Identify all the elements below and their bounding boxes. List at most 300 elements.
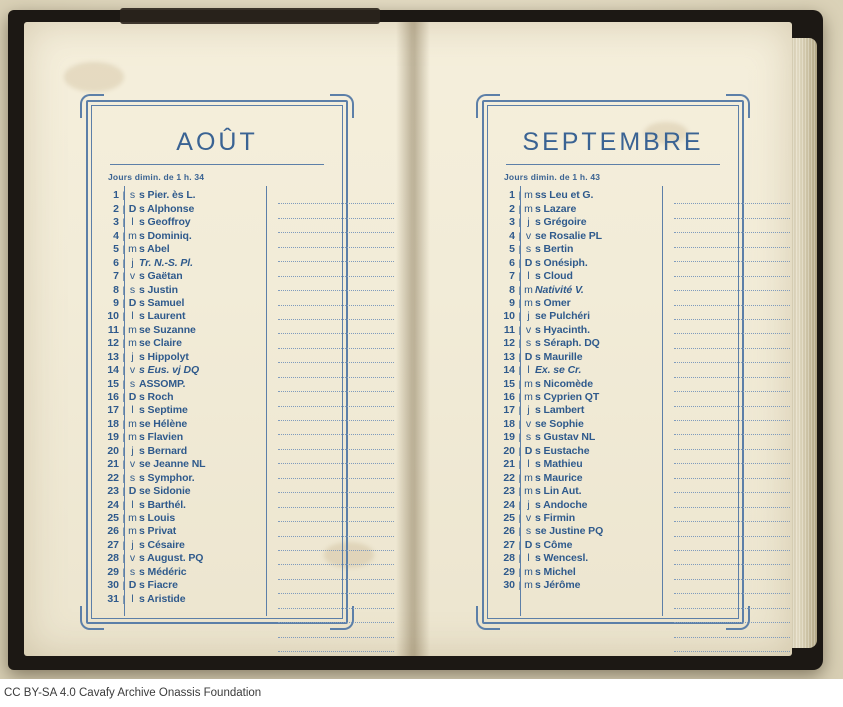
note-line[interactable]	[674, 609, 790, 623]
note-line[interactable]	[278, 551, 394, 565]
day-separator: |	[518, 472, 521, 483]
saint-name: s Lin Aut.	[535, 485, 582, 498]
weekday-letter: j	[131, 256, 134, 269]
saint-name: s Bernard	[139, 444, 188, 457]
weekday-letter: m	[128, 431, 137, 444]
note-line[interactable]	[674, 262, 790, 276]
image-caption: CC BY-SA 4.0 Cavafy Archive Onassis Foundation	[0, 679, 843, 707]
day-separator: |	[122, 244, 125, 255]
day-separator: |	[122, 297, 125, 308]
saint-name: s Aristide	[139, 592, 186, 605]
saint-name: s Septime	[139, 404, 188, 417]
day-number: 26	[503, 525, 515, 538]
month-title: AOÛT	[176, 128, 258, 156]
saint-name: ASSOMP.	[139, 377, 186, 390]
weekday-letter: D	[128, 202, 137, 215]
day-separator: |	[518, 512, 521, 523]
left-page-frame	[86, 100, 348, 624]
weekday-letter: D	[524, 538, 533, 551]
day-number: 4	[509, 229, 515, 242]
month-title: SEPTEMBRE	[522, 128, 704, 156]
day-number: 25	[107, 511, 119, 524]
day-number: 21	[107, 458, 119, 471]
saint-name: s Geoffroy	[139, 216, 191, 229]
calendar-spread	[24, 22, 792, 656]
day-number: 20	[107, 444, 119, 457]
day-number: 3	[509, 216, 515, 229]
saint-name: Tr. N.-S. Pl.	[139, 256, 193, 269]
day-number: 8	[113, 283, 119, 296]
weekday-letter: l	[527, 270, 530, 283]
saint-name: s Eus. vj DQ	[139, 364, 200, 377]
note-line[interactable]	[674, 580, 790, 594]
weekday-letter: D	[524, 444, 533, 457]
day-separator: |	[122, 553, 125, 564]
day-separator: |	[122, 378, 125, 389]
note-line[interactable]	[278, 363, 394, 377]
saint-name: s Privat	[139, 525, 177, 538]
weekday-letter: m	[524, 471, 533, 484]
day-number: 8	[509, 283, 515, 296]
weekday-letter: j	[527, 498, 530, 511]
saint-name: s Onésiph.	[535, 256, 588, 269]
daylight-note: Jours dimin. de 1 h. 43	[504, 172, 601, 182]
day-separator: |	[518, 432, 521, 443]
day-separator: |	[122, 526, 125, 537]
saint-name: se Sophie	[535, 417, 584, 430]
note-line[interactable]	[278, 306, 394, 320]
note-line[interactable]	[278, 508, 394, 522]
day-number: 25	[503, 511, 515, 524]
saint-name: s Wencesl.	[535, 552, 589, 565]
weekday-letter: m	[128, 417, 137, 430]
day-separator: |	[122, 392, 125, 402]
weekday-letter: s	[525, 431, 532, 444]
day-number: 29	[503, 565, 515, 578]
day-number: 23	[107, 485, 119, 498]
note-line[interactable]	[674, 320, 790, 334]
weekday-letter: v	[525, 323, 532, 336]
note-line[interactable]	[674, 508, 790, 522]
saint-name: ss Leu et G.	[535, 189, 594, 202]
weekday-letter: s	[129, 377, 136, 390]
note-line[interactable]	[278, 334, 394, 348]
weekday-letter: l	[131, 592, 134, 605]
saint-name: s Séraph. DQ	[535, 337, 600, 350]
day-separator: |	[122, 539, 125, 550]
weekday-letter: j	[527, 310, 530, 323]
note-line[interactable]	[674, 219, 790, 233]
day-number: 7	[113, 270, 119, 283]
day-number: 29	[107, 565, 119, 578]
saint-name: se Claire	[139, 337, 182, 350]
note-line[interactable]	[674, 378, 790, 392]
day-separator: |	[518, 311, 521, 322]
day-number: 20	[503, 444, 515, 457]
saint-name: s Alphonse	[139, 202, 195, 215]
weekday-letter: l	[527, 552, 530, 565]
day-number: 18	[107, 417, 119, 430]
day-number: 24	[107, 498, 119, 511]
day-separator: |	[122, 257, 125, 268]
day-number: 6	[509, 256, 515, 269]
note-line[interactable]	[278, 638, 394, 652]
saint-name: s Maurille	[535, 350, 583, 363]
note-line[interactable]	[278, 464, 394, 478]
day-number: 4	[113, 229, 119, 242]
saint-name: s Firmin	[535, 511, 576, 524]
corner-ornament-icon	[726, 94, 750, 118]
title-rule	[506, 164, 720, 165]
day-separator: |	[518, 230, 521, 241]
note-lines	[278, 190, 394, 652]
day-separator: |	[518, 203, 521, 214]
day-number: 11	[107, 323, 119, 336]
day-separator: |	[518, 284, 521, 295]
saint-name: s Gustav NL	[535, 431, 596, 444]
day-number: 27	[503, 538, 515, 551]
day-number: 21	[503, 458, 515, 471]
saint-name: s Symphor.	[139, 471, 195, 484]
day-separator: |	[518, 190, 521, 201]
note-line[interactable]	[674, 421, 790, 435]
day-separator: |	[518, 526, 521, 537]
weekday-letter: v	[525, 417, 532, 430]
note-line[interactable]	[278, 493, 394, 507]
weekday-letter: v	[129, 458, 136, 471]
day-separator: |	[122, 365, 125, 376]
day-separator: |	[122, 486, 125, 497]
day-separator: |	[518, 486, 521, 497]
day-separator: |	[122, 418, 125, 429]
saint-name: s Abel	[139, 243, 170, 256]
saint-name: s Andoche	[535, 498, 588, 511]
weekday-letter: s	[525, 525, 532, 538]
note-line[interactable]	[674, 537, 790, 551]
note-line[interactable]	[278, 565, 394, 579]
day-number: 14	[503, 364, 515, 377]
weekday-letter: j	[131, 538, 134, 551]
saint-name: se Jeanne NL	[139, 458, 206, 471]
note-line[interactable]	[674, 638, 790, 652]
corner-ornament-icon	[80, 606, 104, 630]
note-line[interactable]	[674, 565, 790, 579]
weekday-letter: m	[524, 377, 533, 390]
note-line[interactable]	[278, 609, 394, 623]
note-line[interactable]	[674, 464, 790, 478]
note-line[interactable]	[278, 435, 394, 449]
day-number: 16	[503, 391, 515, 403]
day-separator: |	[122, 432, 125, 443]
weekday-letter: l	[131, 310, 134, 323]
day-number: 22	[107, 471, 119, 484]
day-number: 28	[107, 552, 119, 565]
weekday-letter: s	[525, 337, 532, 350]
note-line[interactable]	[278, 233, 394, 247]
weekday-letter: s	[129, 283, 136, 296]
right-page	[420, 22, 792, 656]
saint-name: s Fiacre	[139, 579, 178, 592]
note-line[interactable]	[674, 277, 790, 291]
day-number: 1	[509, 189, 515, 202]
note-line[interactable]	[674, 291, 790, 305]
note-line[interactable]	[278, 594, 394, 608]
saint-name: s Côme	[535, 538, 573, 551]
corner-ornament-icon	[476, 606, 500, 630]
day-number: 6	[113, 256, 119, 269]
saint-name: se Hélène	[139, 417, 188, 430]
saint-name: Ex. se Cr.	[535, 364, 582, 377]
note-line[interactable]	[674, 493, 790, 507]
note-line[interactable]	[674, 392, 790, 406]
saint-name: s August. PQ	[139, 552, 204, 565]
weekday-letter: m	[524, 283, 533, 296]
day-number: 19	[503, 431, 515, 444]
weekday-letter: m	[128, 525, 137, 538]
day-separator: |	[122, 405, 125, 416]
note-line[interactable]	[674, 479, 790, 493]
saint-name: s Flavien	[139, 431, 184, 444]
saint-name: s Médéric	[139, 565, 187, 578]
weekday-letter: s	[129, 565, 136, 578]
day-separator: |	[122, 230, 125, 241]
note-line[interactable]	[278, 537, 394, 551]
day-number: 7	[509, 270, 515, 283]
day-separator: |	[122, 580, 125, 591]
day-separator: |	[122, 311, 125, 322]
day-separator: |	[122, 351, 125, 362]
weekday-letter: m	[524, 485, 533, 498]
weekday-letter: D	[128, 485, 137, 498]
day-separator: |	[518, 539, 521, 550]
weekday-letter: m	[128, 337, 137, 350]
saint-name: s Pier. ès L.	[139, 189, 196, 202]
day-separator: |	[518, 297, 521, 308]
saint-name: s Cloud	[535, 270, 573, 283]
note-line[interactable]	[278, 378, 394, 392]
weekday-letter: s	[129, 471, 136, 484]
note-line[interactable]	[278, 522, 394, 536]
day-number: 18	[503, 417, 515, 430]
note-line[interactable]	[278, 190, 394, 204]
day-number: 22	[503, 471, 515, 484]
day-number: 30	[107, 579, 119, 592]
note-line[interactable]	[674, 551, 790, 565]
day-number: 5	[113, 243, 119, 256]
saint-name: s Mathieu	[535, 458, 583, 471]
note-line[interactable]	[674, 233, 790, 247]
note-line[interactable]	[674, 594, 790, 608]
weekday-letter: D	[128, 296, 137, 309]
day-separator: |	[518, 418, 521, 429]
note-line[interactable]	[278, 248, 394, 262]
note-line[interactable]	[674, 623, 790, 637]
day-separator: |	[122, 338, 125, 349]
day-number: 23	[503, 485, 515, 498]
day-number: 13	[503, 350, 515, 363]
weekday-letter: v	[129, 552, 136, 565]
day-number: 17	[503, 404, 515, 417]
note-line[interactable]	[278, 392, 394, 406]
saint-name: s Hippolyt	[139, 350, 189, 363]
weekday-letter: m	[128, 511, 137, 524]
day-number: 9	[113, 296, 119, 309]
day-separator: |	[122, 499, 125, 510]
saint-name: s Nicomède	[535, 377, 593, 390]
saint-name: se Rosalie PL	[535, 229, 602, 242]
day-separator: |	[518, 405, 521, 416]
note-line[interactable]	[278, 349, 394, 363]
note-line[interactable]	[278, 450, 394, 464]
weekday-letter: m	[128, 323, 137, 336]
left-page	[24, 22, 396, 656]
note-line[interactable]	[278, 277, 394, 291]
weekday-letter: m	[524, 202, 533, 215]
saint-name: se Justine PQ	[535, 525, 604, 538]
day-number: 28	[503, 552, 515, 565]
day-number: 15	[107, 377, 119, 390]
day-number: 5	[509, 243, 515, 256]
weekday-letter: l	[527, 458, 530, 471]
note-line[interactable]	[278, 219, 394, 233]
day-separator: |	[122, 445, 125, 456]
note-lines	[674, 190, 790, 652]
saint-name: se Sidonie	[139, 485, 191, 498]
day-separator: |	[122, 271, 125, 282]
note-line[interactable]	[278, 421, 394, 435]
right-page-frame	[482, 100, 744, 624]
weekday-letter: v	[129, 364, 136, 377]
day-number: 17	[107, 404, 119, 417]
day-number: 31	[107, 592, 119, 605]
day-separator: |	[518, 553, 521, 564]
day-separator: |	[518, 351, 521, 362]
day-separator: |	[122, 459, 125, 470]
day-separator: |	[518, 459, 521, 470]
day-number: 26	[107, 525, 119, 538]
note-line[interactable]	[674, 349, 790, 363]
day-separator: |	[122, 203, 125, 214]
weekday-letter: l	[131, 216, 134, 229]
note-line[interactable]	[278, 320, 394, 334]
note-line[interactable]	[674, 522, 790, 536]
saint-name: s Césaire	[139, 538, 185, 551]
saint-name: s Hyacinth.	[535, 323, 590, 336]
day-separator: |	[518, 338, 521, 349]
saint-name: s Grégoire	[535, 216, 587, 229]
note-line[interactable]	[674, 363, 790, 377]
saint-name: s Eustache	[535, 444, 590, 457]
day-number: 30	[503, 579, 515, 592]
title-rule	[110, 164, 324, 165]
saint-name: s Laurent	[139, 310, 186, 323]
note-line[interactable]	[674, 435, 790, 449]
saint-name: s Gaëtan	[139, 270, 183, 283]
day-separator: |	[122, 284, 125, 295]
weekday-letter: m	[524, 565, 533, 578]
day-number: 14	[107, 364, 119, 377]
day-separator: |	[518, 378, 521, 389]
day-separator: |	[122, 512, 125, 523]
note-line[interactable]	[674, 190, 790, 204]
note-line[interactable]	[278, 580, 394, 594]
saint-name: Nativité V.	[535, 283, 584, 296]
saint-name: s Roch	[139, 391, 174, 403]
day-number: 2	[113, 202, 119, 215]
weekday-letter: D	[128, 391, 137, 403]
corner-ornament-icon	[330, 94, 354, 118]
note-line[interactable]	[278, 623, 394, 637]
note-line[interactable]	[278, 204, 394, 218]
saint-name: s Maurice	[535, 471, 583, 484]
saint-name: s Dominiq.	[139, 229, 192, 242]
day-number: 10	[503, 310, 515, 323]
day-separator: |	[518, 257, 521, 268]
saint-name: s Louis	[139, 511, 176, 524]
day-number: 9	[509, 296, 515, 309]
note-line[interactable]	[278, 291, 394, 305]
note-line[interactable]	[278, 262, 394, 276]
weekday-letter: m	[128, 229, 137, 242]
weekday-letter: j	[131, 350, 134, 363]
note-line[interactable]	[674, 306, 790, 320]
weekday-letter: v	[525, 511, 532, 524]
book-gutter	[396, 22, 430, 656]
saint-name: se Pulchéri	[535, 310, 590, 323]
note-line[interactable]	[674, 248, 790, 262]
daylight-note: Jours dimin. de 1 h. 34	[108, 172, 205, 182]
day-separator: |	[122, 472, 125, 483]
weekday-letter: m	[524, 296, 533, 309]
day-number: 3	[113, 216, 119, 229]
day-separator: |	[518, 365, 521, 376]
note-line[interactable]	[278, 479, 394, 493]
day-separator: |	[122, 566, 125, 577]
saint-name: s Omer	[535, 296, 571, 309]
saint-name: se Suzanne	[139, 323, 196, 336]
saint-name: s Jérôme	[535, 579, 581, 592]
day-number: 2	[509, 202, 515, 215]
note-line[interactable]	[674, 407, 790, 421]
saint-name: s Cyprien QT	[535, 391, 600, 403]
weekday-letter: D	[524, 256, 533, 269]
corner-ornament-icon	[80, 94, 104, 118]
note-line[interactable]	[674, 334, 790, 348]
day-number: 12	[503, 337, 515, 350]
saint-name: s Barthél.	[139, 498, 186, 511]
weekday-letter: m	[128, 243, 137, 256]
saint-name: s Justin	[139, 283, 178, 296]
day-separator: |	[518, 244, 521, 255]
day-number: 27	[107, 538, 119, 551]
day-separator: |	[518, 271, 521, 282]
weekday-letter: m	[524, 391, 533, 403]
weekday-letter: l	[131, 404, 134, 417]
day-number: 1	[113, 189, 119, 202]
day-separator: |	[518, 445, 521, 456]
note-line[interactable]	[278, 407, 394, 421]
note-line[interactable]	[674, 450, 790, 464]
saint-name: s Bertin	[535, 243, 574, 256]
day-number: 13	[107, 350, 119, 363]
weekday-letter: v	[525, 229, 532, 242]
weekday-letter: j	[527, 216, 530, 229]
day-separator: |	[518, 499, 521, 510]
note-line[interactable]	[674, 204, 790, 218]
saint-name: s Lambert	[535, 404, 585, 417]
weekday-letter: j	[131, 444, 134, 457]
day-separator: |	[518, 392, 521, 402]
